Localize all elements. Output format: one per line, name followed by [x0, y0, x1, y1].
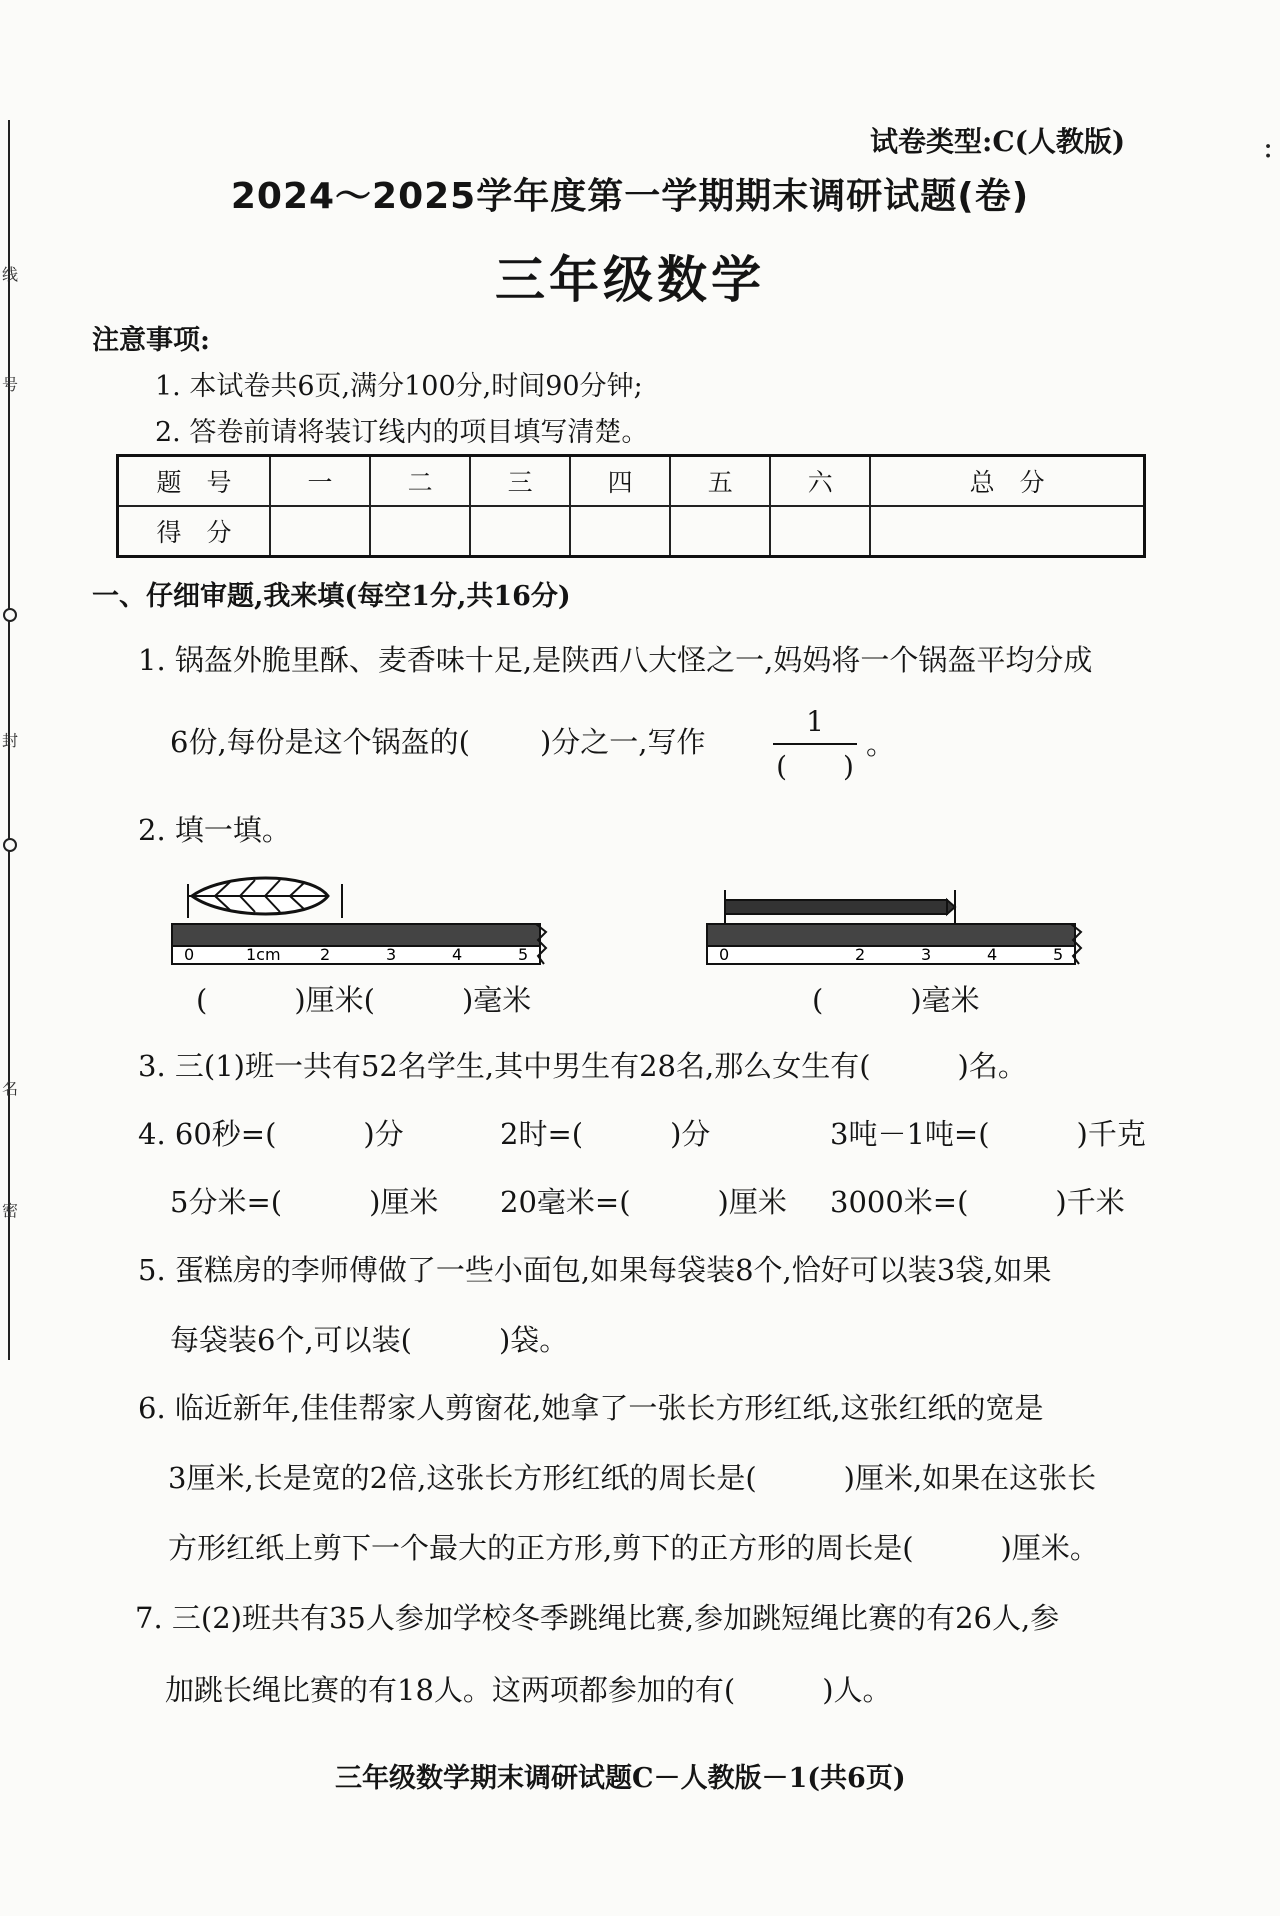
fraction [765, 705, 865, 783]
binding-char: 名 [2, 1079, 19, 1098]
q7-line2: 加跳长绳比赛的有18人。这两项都参加的有( )人。 [165, 1673, 892, 1707]
score-table-header-row [118, 456, 1145, 507]
score-input-cell[interactable] [770, 506, 870, 557]
ruler-tick-label: 5 [1053, 945, 1064, 964]
ruler-tick-label: 0 [719, 945, 730, 964]
score-input-cell[interactable] [270, 506, 370, 557]
subject-title: 三年级数学 [495, 251, 765, 309]
score-header-cell: 六 [770, 456, 870, 507]
score-header-cell: 一 [270, 456, 370, 507]
score-input-cell[interactable] [670, 506, 770, 557]
q6-line1: 6. 临近新年,佳佳帮家人剪窗花,她拿了一张长方形红纸,这张红纸的宽是 [138, 1391, 1044, 1425]
q4-item: 20毫米=( )厘米 [500, 1185, 787, 1219]
q1-line2 [170, 720, 706, 761]
ruler-icon [707, 924, 1081, 964]
leaf-icon [188, 878, 342, 918]
q4-item: 4. 60秒=( )分 [138, 1117, 404, 1151]
score-cell-label: 得 分 [118, 506, 271, 557]
score-header-cell: 二 [370, 456, 470, 507]
stick-icon [725, 890, 955, 924]
ruler-tick-label: 3 [386, 945, 397, 964]
ruler-tick-label: 0 [184, 945, 195, 964]
binding-hole [3, 608, 17, 622]
q1-line-end: 。 [866, 727, 896, 761]
stick-ruler-figure [705, 882, 1085, 972]
binding-char: 封 [2, 731, 19, 750]
q6-line3: 方形红纸上剪下一个最大的正方形,剪下的正方形的周长是( )厘米。 [168, 1531, 1099, 1565]
score-input-cell[interactable] [570, 506, 670, 557]
fraction-denominator[interactable]: ( ) [776, 750, 854, 783]
ruler-tick-label: 2 [855, 945, 866, 964]
q4-item: 5分米=( )厘米 [170, 1185, 439, 1219]
ruler-tick-label: 5 [518, 945, 529, 964]
exam-type: 试卷类型:C(人教版) [870, 125, 1126, 158]
score-header-cell: 三 [470, 456, 570, 507]
corner-mark: : [1263, 130, 1274, 165]
q1-line1: 1. 锅盔外脆里酥、麦香味十足,是陕西八大怪之一,妈妈将一个锅盔平均分成 [138, 643, 1093, 677]
ruler-tick-label: 4 [452, 945, 463, 964]
binding-char: 线 [2, 265, 19, 284]
section-heading: 一、仔细审题,我来填(每空1分,共16分) [92, 581, 571, 612]
note-item: 1. 本试卷共6页,满分100分,时间90分钟; [155, 371, 643, 402]
q5-line1: 5. 蛋糕房的李师傅做了一些小面包,如果每袋装8个,恰好可以装3袋,如果 [138, 1253, 1052, 1287]
score-table [116, 454, 1146, 558]
score-input-cell[interactable] [370, 506, 470, 557]
score-cell-label: 题 号 [118, 456, 271, 507]
fraction-numerator: 1 [806, 705, 824, 738]
q1-text-a: 6份,每份是这个锅盔的( [170, 725, 470, 759]
q4-item: 3000米=( )千米 [830, 1185, 1125, 1219]
leaf-ruler-figure [170, 870, 550, 970]
q2-right-answer[interactable]: ( )毫米 [812, 983, 980, 1017]
note-item: 2. 答卷前请将装订线内的项目填写清楚。 [155, 417, 649, 448]
score-table-score-row [118, 506, 1145, 557]
score-header-cell: 五 [670, 456, 770, 507]
q5-line2: 每袋装6个,可以装( )袋。 [170, 1323, 569, 1357]
score-header-cell: 总 分 [870, 456, 1144, 507]
q4-item: 3吨－1吨=( )千克 [830, 1117, 1146, 1151]
q6-line2: 3厘米,长是宽的2倍,这张长方形红纸的周长是( )厘米,如果在这张长 [168, 1461, 1097, 1495]
ruler-tick-label: 1cm [246, 945, 281, 964]
q2-label: 2. 填一填。 [138, 813, 291, 847]
ruler-tick-label: 3 [921, 945, 932, 964]
binding-hole [3, 838, 17, 852]
notes-heading: 注意事项: [92, 325, 210, 356]
q4-item: 2时=( )分 [500, 1117, 711, 1151]
q3-text: 3. 三(1)班一共有52名学生,其中男生有28名,那么女生有( )名。 [138, 1049, 1027, 1083]
page-footer: 三年级数学期末调研试题C－人教版－1(共6页) [335, 1763, 906, 1794]
q1-text-b: )分之一,写作 [539, 725, 706, 759]
q7-line1: 7. 三(2)班共有35人参加学校冬季跳绳比赛,参加跳短绳比赛的有26人,参 [135, 1601, 1060, 1635]
binding-char: 密 [2, 1201, 19, 1220]
q2-left-answer[interactable]: ( )厘米( )毫米 [196, 983, 532, 1017]
binding-char: 号 [2, 375, 19, 394]
exam-title: 2024～2025学年度第一学期期末调研试题(卷) [230, 176, 1030, 217]
ruler-icon [172, 924, 546, 964]
ruler-tick-label: 2 [320, 945, 331, 964]
score-input-cell[interactable] [870, 506, 1144, 557]
score-input-cell[interactable] [470, 506, 570, 557]
score-header-cell: 四 [570, 456, 670, 507]
ruler-tick-label: 4 [987, 945, 998, 964]
